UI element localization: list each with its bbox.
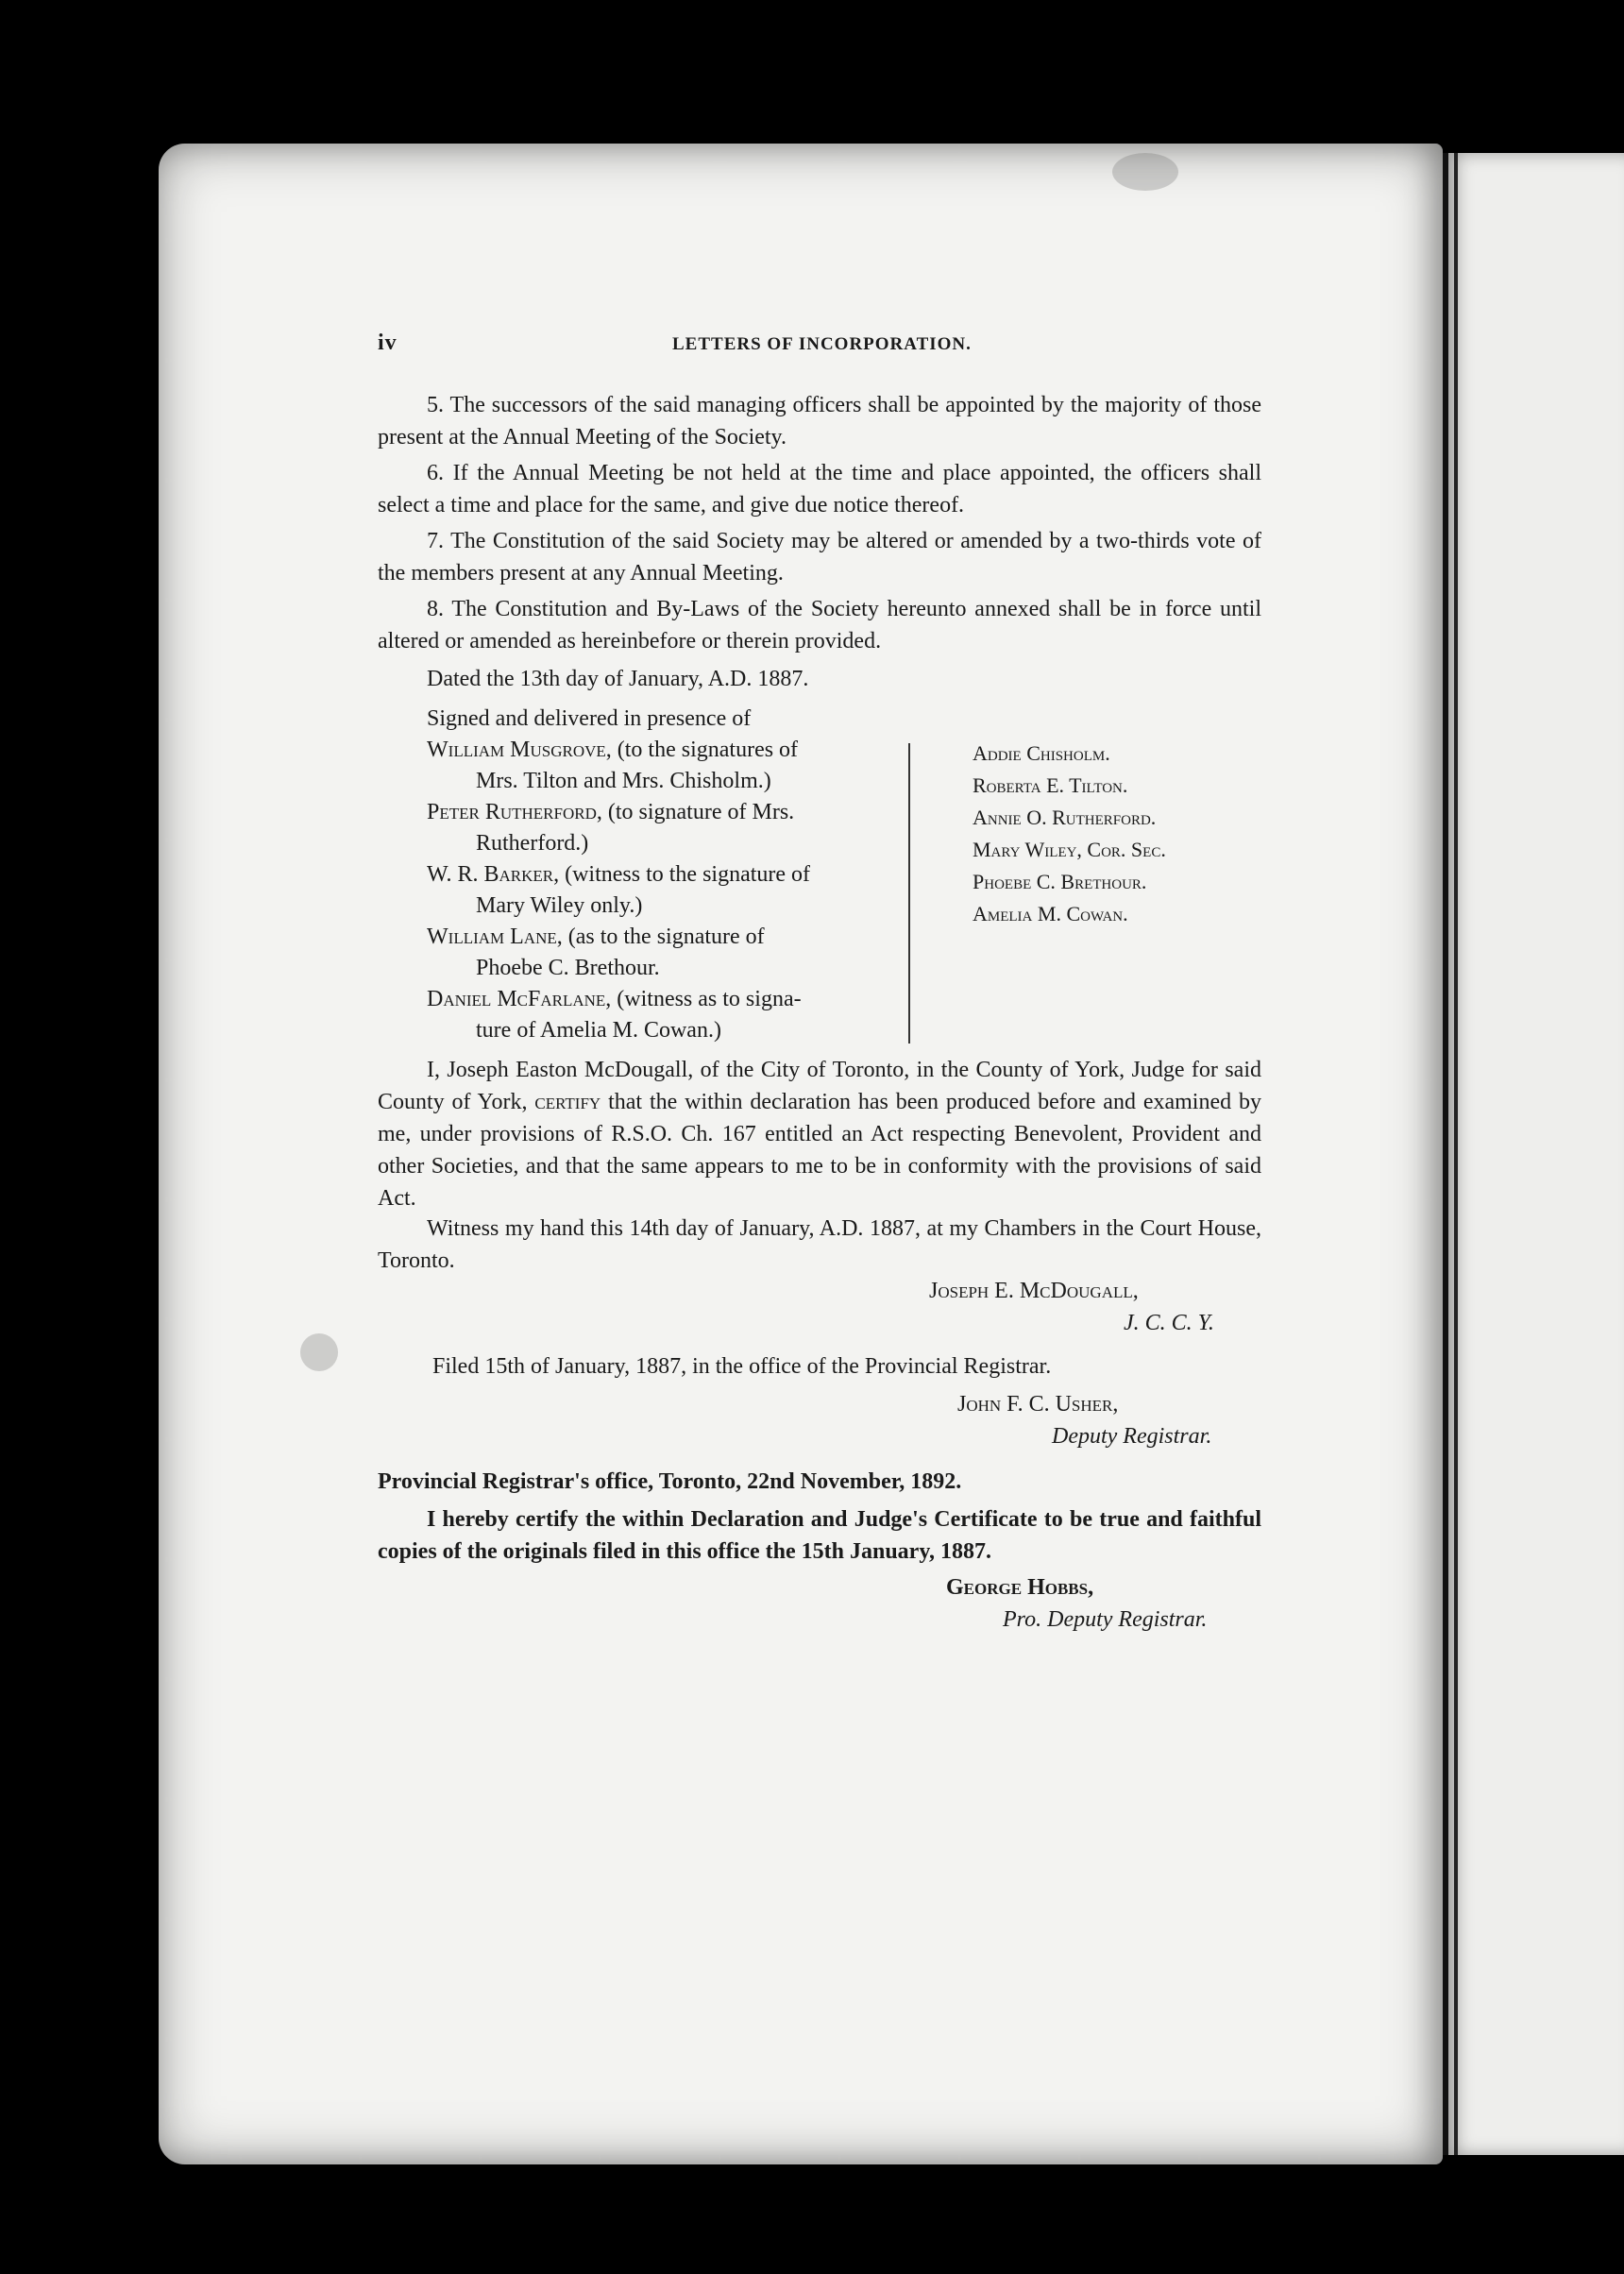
witness-note: (witness as to signa- — [611, 987, 802, 1011]
signer-name: Annie O. Rutherford. — [973, 806, 1157, 829]
witness-name: W. R. Barker, — [427, 862, 560, 887]
witness-entry — [378, 735, 903, 797]
witness-name: Peter Rutherford, — [427, 800, 602, 824]
binding-line — [1454, 153, 1458, 2155]
judge-name: Joseph E. McDougall, — [929, 1279, 1139, 1303]
registrar-office-line: Provincial Registrar's office, Toronto, 22nd November, 1892. — [378, 1469, 962, 1494]
witness-name: William Musgrove, — [427, 738, 612, 762]
witness-name: Daniel McFarlane, — [427, 987, 612, 1011]
page-stain — [300, 1333, 338, 1371]
judge-certificate — [378, 1054, 1261, 1214]
signer-name: Amelia M. Cowan. — [973, 902, 1128, 925]
adjacent-page-edge — [1443, 153, 1624, 2155]
clause-8: 8. The Constitution and By-Laws of the Society hereunto annexed shall be in force until altered or amended as hereinbefore or therein provided. — [378, 597, 1261, 653]
deputy-name: John F. C. Usher, — [957, 1392, 1119, 1417]
clause-5: 5. The successors of the said managing officers shall be appointed by the majority of those present at the Annual Meeting of the Society. — [378, 393, 1261, 450]
column-divider — [908, 743, 910, 1044]
certify-word: certify — [534, 1090, 601, 1114]
witness-statement: Witness my hand this 14th day of January, A.D. 1887, at my Chambers in the Court House, Toronto. — [378, 1216, 1261, 1273]
witness-note: (to the signatures of — [611, 738, 799, 762]
witness-note: (to signature of Mrs. — [601, 800, 795, 824]
witness-column — [378, 704, 903, 1046]
signer-name: Phoebe C. Brethour. — [973, 870, 1147, 893]
signature-block — [378, 704, 1265, 1044]
witness-note-cont: Mary Wiley only.) — [476, 893, 643, 918]
witness-intro: Signed and delivered in presence of — [427, 706, 752, 731]
registrar-name: George Hobbs, — [946, 1575, 1094, 1600]
witness-entry — [378, 984, 903, 1046]
clause-7: 7. The Constitution of the said Society may be altered or amended by a two-thirds vote of the members present at any Annual Meeting. — [378, 529, 1261, 585]
signer-name: Addie Chisholm. — [973, 741, 1110, 765]
signer-name: Mary Wiley, Cor. Sec. — [973, 838, 1166, 861]
registrar-title: Pro. Deputy Registrar. — [1003, 1607, 1208, 1632]
witness-note: (as to the signature of — [562, 925, 765, 949]
witness-note-cont: ture of Amelia M. Cowan.) — [476, 1018, 721, 1043]
signer-name: Roberta E. Tilton. — [973, 773, 1128, 797]
witness-entry — [378, 797, 903, 859]
witness-note-cont: Phoebe C. Brethour. — [476, 956, 660, 980]
dated-line: Dated the 13th day of January, A.D. 1887. — [427, 667, 809, 691]
judge-title: J. C. C. Y. — [1124, 1311, 1214, 1335]
witness-entry — [378, 859, 903, 922]
certificate-text: I, Joseph Easton McDougall, of the City of Toronto, in the County of York, Judge for said County of York, — [378, 1058, 1261, 1114]
clause-6: 6. If the Annual Meeting be not held at the time and place appointed, the officers shall select a time and place for the same, and give due notice thereof. — [378, 461, 1261, 518]
running-head: LETTERS OF INCORPORATION. — [672, 334, 972, 354]
filed-line: Filed 15th of January, 1887, in the office of the Provincial Registrar. — [432, 1354, 1052, 1379]
witness-entry — [378, 922, 903, 984]
witness-note-cont: Rutherford.) — [476, 831, 589, 856]
deputy-title: Deputy Registrar. — [1052, 1424, 1212, 1449]
registrar-certification: I hereby certify the within Declaration and Judge's Certificate to be true and faithful copies of the originals filed in this office the 15th January, 1887. — [378, 1507, 1261, 1564]
witness-name: William Lane, — [427, 925, 563, 949]
page-stain — [1112, 153, 1178, 191]
witness-note-cont: Mrs. Tilton and Mrs. Chisholm.) — [476, 769, 771, 793]
certificate-text: that the within declaration has been produced before and examined by me, under provisions of R.S.O. Ch. 167 entitled an Act respecting Benevolent, Provident and other Societies, and that the same appears to me to be in conformity with the provisions of said Act. — [378, 1090, 1262, 1211]
page-number: iv — [378, 331, 398, 355]
signer-column — [973, 738, 1275, 930]
witness-note: (witness to the signature of — [559, 862, 811, 887]
